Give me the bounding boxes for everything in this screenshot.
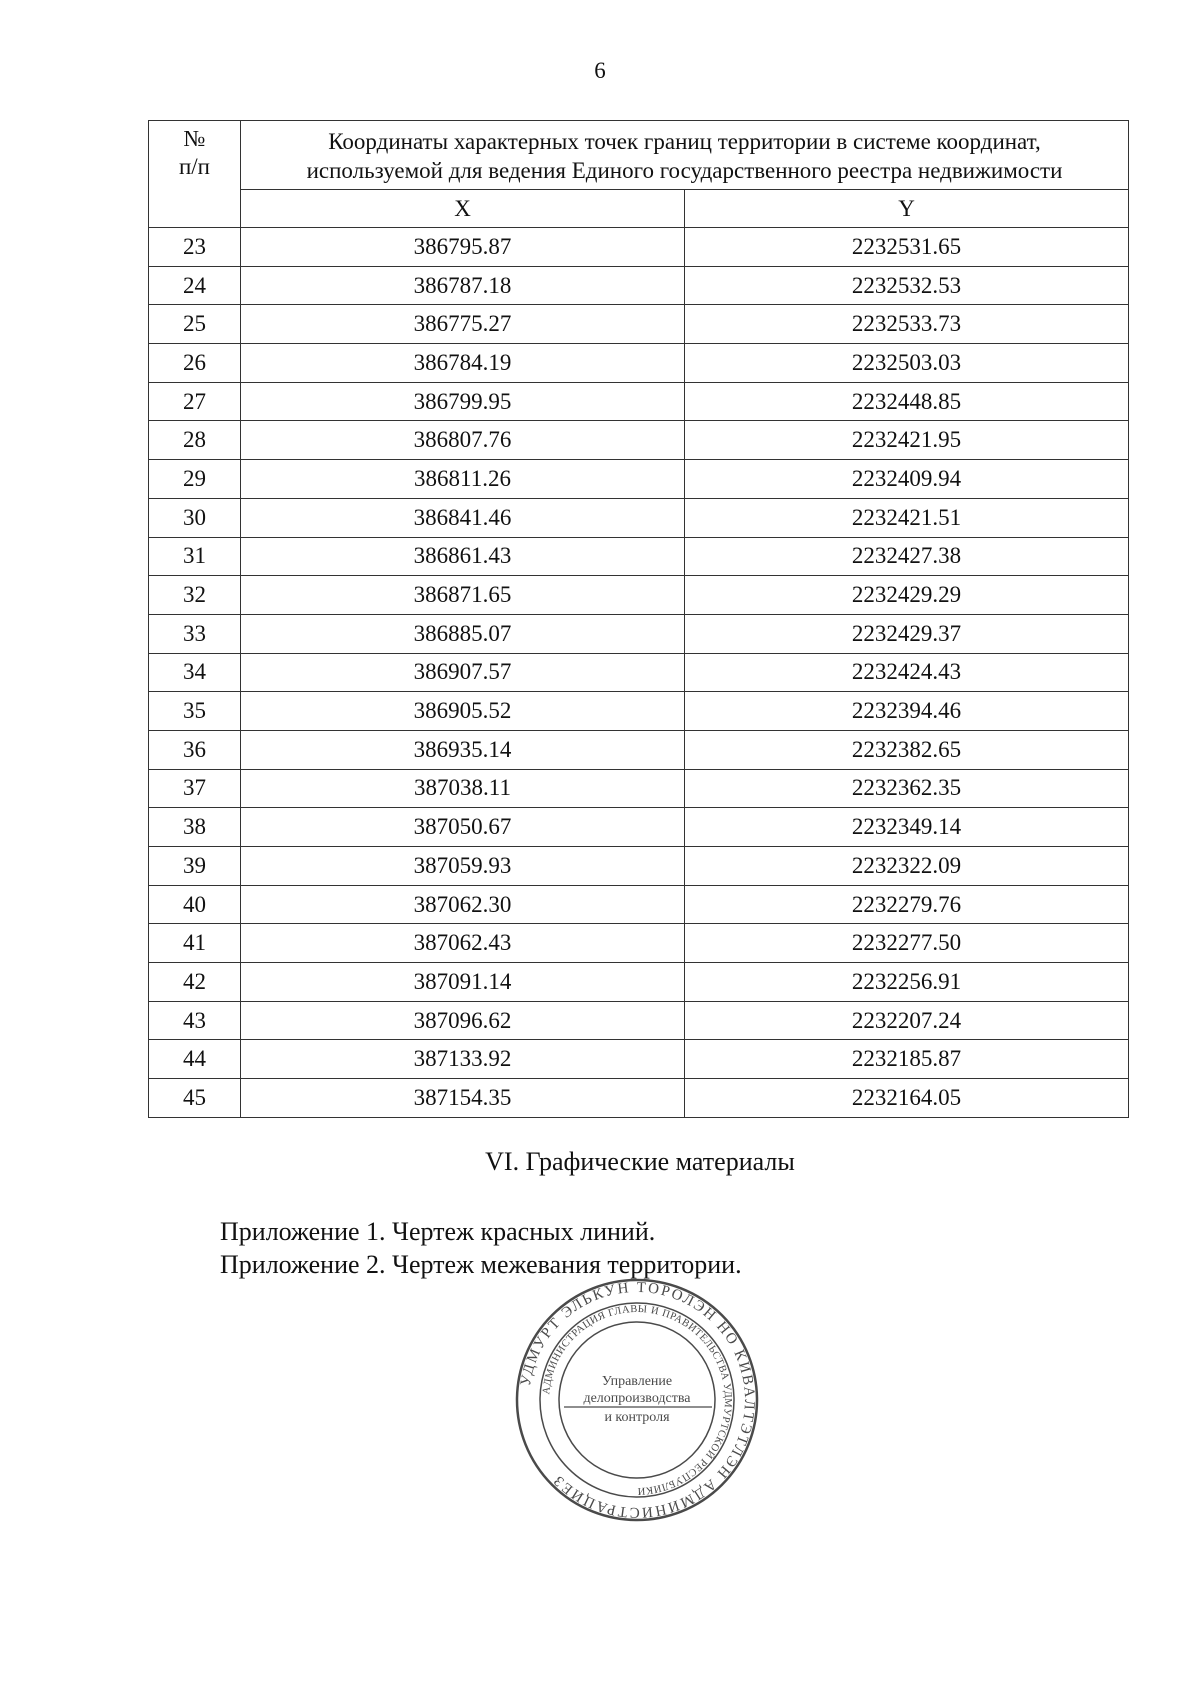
row-number-cell: 43 xyxy=(149,1001,241,1040)
table-row xyxy=(149,808,1129,847)
y-coordinate-cell: 2232185.87 xyxy=(685,1040,1129,1079)
x-coordinate-cell: 386885.07 xyxy=(241,614,685,653)
row-number-cell: 39 xyxy=(149,847,241,886)
row-number-cell: 36 xyxy=(149,730,241,769)
y-coordinate-cell: 2232279.76 xyxy=(685,885,1129,924)
row-number-cell: 26 xyxy=(149,344,241,383)
x-coordinate-cell: 387096.62 xyxy=(241,1001,685,1040)
y-coordinate-cell: 2232424.43 xyxy=(685,653,1129,692)
row-number-cell: 45 xyxy=(149,1079,241,1118)
table-row xyxy=(149,382,1129,421)
seal-center-line-3: и контроля xyxy=(604,1410,670,1425)
table-row xyxy=(149,305,1129,344)
table-row xyxy=(149,963,1129,1002)
x-coordinate-cell: 386935.14 xyxy=(241,730,685,769)
row-number-cell: 44 xyxy=(149,1040,241,1079)
appendix-1: Приложение 1. Чертеж красных линий. xyxy=(220,1217,656,1246)
table-row xyxy=(149,537,1129,576)
y-coordinate-cell: 2232421.95 xyxy=(685,421,1129,460)
x-coordinate-cell: 386907.57 xyxy=(241,653,685,692)
y-coordinate-cell: 2232322.09 xyxy=(685,847,1129,886)
table-row xyxy=(149,344,1129,383)
y-coordinate-cell: 2232533.73 xyxy=(685,305,1129,344)
row-number-cell: 34 xyxy=(149,653,241,692)
row-number-cell: 40 xyxy=(149,885,241,924)
y-coordinate-cell: 2232349.14 xyxy=(685,808,1129,847)
y-coordinate-cell: 2232429.37 xyxy=(685,614,1129,653)
header-y: Y xyxy=(685,190,1129,228)
coordinates-table xyxy=(148,120,1129,1118)
header-number-symbol: № xyxy=(183,126,206,151)
y-coordinate-cell: 2232277.50 xyxy=(685,924,1129,963)
x-coordinate-cell: 386811.26 xyxy=(241,460,685,499)
y-coordinate-cell: 2232207.24 xyxy=(685,1001,1129,1040)
y-coordinate-cell: 2232382.65 xyxy=(685,730,1129,769)
row-number-cell: 42 xyxy=(149,963,241,1002)
row-number-cell: 23 xyxy=(149,228,241,267)
x-coordinate-cell: 386784.19 xyxy=(241,344,685,383)
table-row xyxy=(149,460,1129,499)
row-number-cell: 41 xyxy=(149,924,241,963)
y-coordinate-cell: 2232429.29 xyxy=(685,576,1129,615)
page-number: 6 xyxy=(594,58,606,83)
y-coordinate-cell: 2232531.65 xyxy=(685,228,1129,267)
x-coordinate-cell: 387133.92 xyxy=(241,1040,685,1079)
x-coordinate-cell: 387038.11 xyxy=(241,769,685,808)
y-coordinate-cell: 2232164.05 xyxy=(685,1079,1129,1118)
table-row xyxy=(149,266,1129,305)
seal-inner-text: АДМИНИСТРАЦИЯ ГЛАВЫ И ПРАВИТЕЛЬСТВА УДМУРТСКОЙ РЕСПУБЛИКИ xyxy=(541,1303,734,1497)
y-coordinate-cell: 2232409.94 xyxy=(685,460,1129,499)
table-row xyxy=(149,498,1129,537)
section-title: VI. Графические материалы xyxy=(485,1147,795,1176)
table-row xyxy=(149,421,1129,460)
coordinates-table-body xyxy=(149,228,1129,1118)
table-row xyxy=(149,614,1129,653)
table-row xyxy=(149,730,1129,769)
appendix-2: Приложение 2. Чертеж межевания территории. xyxy=(220,1250,742,1279)
x-coordinate-cell: 386787.18 xyxy=(241,266,685,305)
header-title-line-1: Координаты характерных точек границ территории в системе координат, xyxy=(328,129,1041,154)
table-row xyxy=(149,1001,1129,1040)
row-number-cell: 33 xyxy=(149,614,241,653)
header-x: X xyxy=(241,190,685,228)
x-coordinate-cell: 386871.65 xyxy=(241,576,685,615)
header-number-abbr: п/п xyxy=(178,154,210,179)
y-coordinate-cell: 2232503.03 xyxy=(685,344,1129,383)
table-row xyxy=(149,924,1129,963)
appendix-list xyxy=(220,1215,742,1281)
x-coordinate-cell: 386795.87 xyxy=(241,228,685,267)
y-coordinate-cell: 2232362.35 xyxy=(685,769,1129,808)
seal-outer-text: УДМУРТ ЭЛЬКУН ТОРОЛЭН НО КИВАЛТЭТЛЭН АДМИНИСТРАЦИЕЗ xyxy=(517,1279,758,1521)
x-coordinate-cell: 386905.52 xyxy=(241,692,685,731)
table-row xyxy=(149,1040,1129,1079)
seal-center-line-2: делопроизводства xyxy=(583,1391,691,1406)
x-coordinate-cell: 387154.35 xyxy=(241,1079,685,1118)
x-coordinate-cell: 386861.43 xyxy=(241,537,685,576)
seal-center-line-1: Управление xyxy=(601,1374,673,1389)
y-coordinate-cell: 2232448.85 xyxy=(685,382,1129,421)
official-seal-stamp xyxy=(512,1275,762,1525)
row-number-cell: 25 xyxy=(149,305,241,344)
y-coordinate-cell: 2232532.53 xyxy=(685,266,1129,305)
row-number-cell: 29 xyxy=(149,460,241,499)
table-row xyxy=(149,1079,1129,1118)
row-number-cell: 35 xyxy=(149,692,241,731)
row-number-cell: 37 xyxy=(149,769,241,808)
x-coordinate-cell: 386799.95 xyxy=(241,382,685,421)
header-number xyxy=(149,121,241,228)
table-row xyxy=(149,228,1129,267)
header-coordinates-title xyxy=(241,121,1129,190)
y-coordinate-cell: 2232256.91 xyxy=(685,963,1129,1002)
y-coordinate-cell: 2232394.46 xyxy=(685,692,1129,731)
table-row xyxy=(149,769,1129,808)
x-coordinate-cell: 387062.30 xyxy=(241,885,685,924)
x-coordinate-cell: 387062.43 xyxy=(241,924,685,963)
row-number-cell: 32 xyxy=(149,576,241,615)
row-number-cell: 28 xyxy=(149,421,241,460)
row-number-cell: 38 xyxy=(149,808,241,847)
table-row xyxy=(149,847,1129,886)
y-coordinate-cell: 2232421.51 xyxy=(685,498,1129,537)
y-coordinate-cell: 2232427.38 xyxy=(685,537,1129,576)
table-row xyxy=(149,692,1129,731)
row-number-cell: 31 xyxy=(149,537,241,576)
row-number-cell: 30 xyxy=(149,498,241,537)
x-coordinate-cell: 387059.93 xyxy=(241,847,685,886)
row-number-cell: 27 xyxy=(149,382,241,421)
x-coordinate-cell: 387050.67 xyxy=(241,808,685,847)
x-coordinate-cell: 386841.46 xyxy=(241,498,685,537)
header-title-line-2: используемой для ведения Единого государственного реестра недвижимости xyxy=(306,158,1063,183)
table-row xyxy=(149,576,1129,615)
x-coordinate-cell: 386775.27 xyxy=(241,305,685,344)
row-number-cell: 24 xyxy=(149,266,241,305)
x-coordinate-cell: 387091.14 xyxy=(241,963,685,1002)
table-row xyxy=(149,653,1129,692)
table-row xyxy=(149,885,1129,924)
x-coordinate-cell: 386807.76 xyxy=(241,421,685,460)
